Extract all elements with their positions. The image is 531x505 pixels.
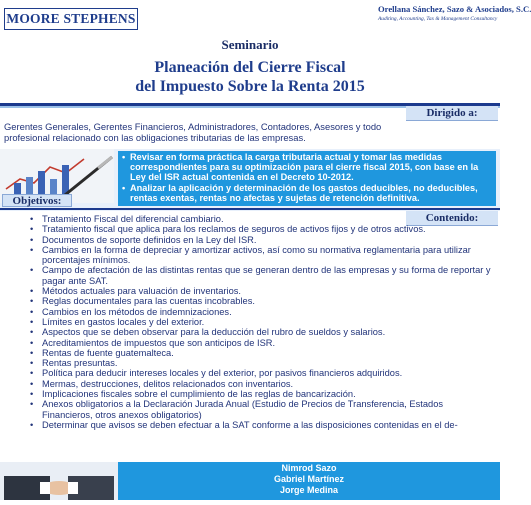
list-item: • Acreditamientos de impuestos que son anticipos de ISR. (30, 338, 496, 348)
list-item: • Tratamiento fiscal que aplica para los reclamos de seguros de activos fijos y de otros activos. (30, 224, 496, 234)
list-item: • Rentas presuntas. (30, 358, 496, 368)
objectives-tab: Objetivos: (2, 194, 72, 207)
objective-item: • Analizar la aplicación y determinación de los gastos deducibles, no deducibles, rentas exentas, rentas no afectas y sujetas de retención definitiva. (122, 183, 492, 203)
moore-stephens-logo: MOORE STEPHENS (4, 8, 138, 30)
list-item: • Determinar que avisos se deben efectuar a la SAT conforme a las disposiciones contenidas en el de- (30, 420, 496, 430)
objective-item: • Revisar en forma práctica la carga tributaria actual y tomar las medidas correspondientes para su optimización para el cierre fiscal 2015, con base en la Ley del ISR actual contenida en el Decreto 10-2012. (122, 152, 492, 183)
list-item: • Aspectos que se deben observar para la deducción del rubro de sueldos y salarios. (30, 327, 496, 337)
list-item: • Límites en gastos locales y del exterior. (30, 317, 496, 327)
list-item: • Métodos actuales para valuación de inventarios. (30, 286, 496, 296)
content-list (30, 214, 496, 430)
list-item: • Implicaciones fiscales sobre el cumplimiento de las reglas de bancarización. (30, 389, 496, 399)
page-title (0, 58, 500, 96)
content-tab: Contenido: (406, 211, 498, 226)
firm-name: Orellana Sánchez, Sazo & Asociados, S.C. (378, 4, 531, 14)
audience-tab: Dirigido a: (406, 106, 498, 121)
list-item: • Cambios en la forma de depreciar y amortizar activos, así como su normativa reglamentaria para utilizar porcentajes mínimos. (30, 245, 496, 266)
speaker-name: Nimrod Sazo (281, 463, 337, 473)
speaker-name: Gabriel Martínez (273, 474, 345, 484)
list-item: • Cambios en los métodos de indemnizaciones. (30, 307, 496, 317)
title-line-1: Planeación del Cierre Fiscal (154, 59, 346, 76)
list-item: • Campo de afectación de las distintas rentas que se generan dentro de las empresas y su forma de reportar y pagar ante SAT. (30, 265, 496, 286)
objectives-box (118, 151, 496, 206)
event-type: Seminario (221, 37, 279, 52)
header (0, 0, 531, 110)
list-item: • Anexos obligatorios a la Declaración Jurada Anual (Estudio de Precios de Transferencia, Estados Financieros, otros anexos obligatorios) (30, 399, 496, 420)
list-item: • Política para deducir intereses locales y del exterior, por pasivos financieros adquiridos. (30, 368, 496, 378)
list-item: • Reglas documentales para las cuentas incobrables. (30, 296, 496, 306)
list-item: • Rentas de fuente guatemalteca. (30, 348, 496, 358)
handshake-illustration (0, 462, 118, 500)
handshake-photo (0, 462, 118, 500)
audience-text: Gerentes Generales, Gerentes Financieros, Administradores, Contadores, Asesores y todo profesional relacionado con las obligaciones tributarias de las empresas. (4, 121, 382, 143)
firm-logo (378, 4, 531, 34)
content-divider (0, 208, 500, 210)
speakers-list (118, 463, 500, 496)
title-line-2: del Impuesto Sobre la Renta 2015 (135, 78, 365, 95)
list-item: • Tratamiento Fiscal del diferencial cambiario. (30, 214, 496, 224)
list-item: • Documentos de soporte definidos en la Ley del ISR. (30, 235, 496, 245)
firm-tagline: Auditing, Accounting, Tax & Management Consultancy (378, 16, 498, 22)
speaker-name: Jorge Medina (279, 485, 338, 495)
list-item: • Mermas, destrucciones, delitos relacionados con inventarios. (30, 379, 496, 389)
